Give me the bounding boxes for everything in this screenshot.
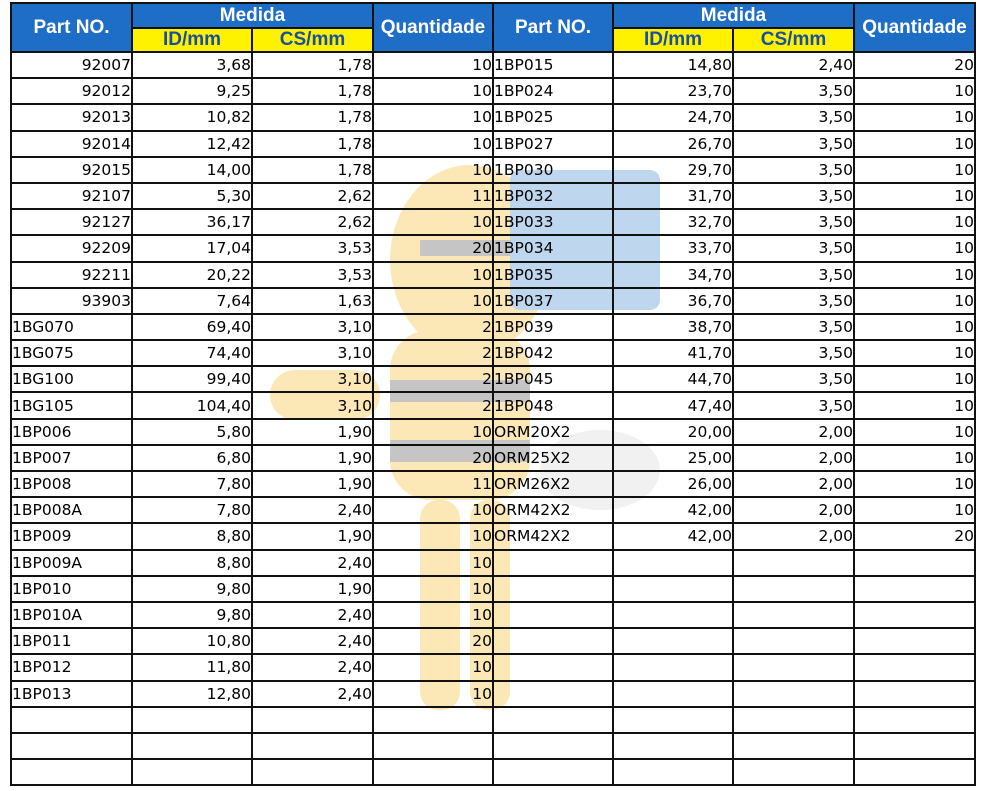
right-part-no-cell: 1BP045 xyxy=(493,366,613,392)
left-part-no-cell: 1BP006 xyxy=(11,419,132,445)
right-cs-mm-cell xyxy=(733,550,854,576)
left-quantidade-cell: 11 xyxy=(373,471,493,497)
left-cs-mm-cell: 1,78 xyxy=(252,157,373,183)
left-quantidade-cell: 10 xyxy=(373,576,493,602)
right-quantidade-cell xyxy=(854,576,975,602)
right-id-mm-cell xyxy=(613,628,733,654)
table-row xyxy=(11,314,975,340)
right-id-mm-cell: 36,70 xyxy=(613,288,733,314)
left-id-mm-cell xyxy=(132,733,252,759)
left-cs-mm-cell: 1,63 xyxy=(252,288,373,314)
left-part-no-cell: 1BP007 xyxy=(11,445,132,471)
right-part-no-cell: ORM42X2 xyxy=(493,497,613,523)
table-row xyxy=(11,576,975,602)
right-quantidade-cell: 10 xyxy=(854,104,975,130)
header-quantidade-left: Quantidade xyxy=(373,3,493,52)
left-quantidade-cell: 2 xyxy=(373,340,493,366)
left-part-no-cell: 1BP009A xyxy=(11,550,132,576)
left-id-mm-cell: 5,30 xyxy=(132,183,252,209)
left-part-no-cell: 92015 xyxy=(11,157,132,183)
left-id-mm-cell: 9,25 xyxy=(132,78,252,104)
left-part-no-cell: 1BP009 xyxy=(11,523,132,549)
left-part-no-cell: 92012 xyxy=(11,78,132,104)
table-row xyxy=(11,419,975,445)
header-id-mm-right: ID/mm xyxy=(613,28,733,52)
table-row xyxy=(11,104,975,130)
right-id-mm-cell: 44,70 xyxy=(613,366,733,392)
table-row xyxy=(11,78,975,104)
left-id-mm-cell: 69,40 xyxy=(132,314,252,340)
left-part-no-cell: 1BP013 xyxy=(11,681,132,707)
left-cs-mm-cell: 2,40 xyxy=(252,654,373,680)
right-cs-mm-cell: 3,50 xyxy=(733,183,854,209)
left-part-no-cell: 92014 xyxy=(11,131,132,157)
left-id-mm-cell: 8,80 xyxy=(132,523,252,549)
right-id-mm-cell: 20,00 xyxy=(613,419,733,445)
right-part-no-cell xyxy=(493,628,613,654)
left-cs-mm-cell: 2,62 xyxy=(252,209,373,235)
left-part-no-cell: 92013 xyxy=(11,104,132,130)
table-row xyxy=(11,602,975,628)
right-id-mm-cell xyxy=(613,733,733,759)
header-id-mm-left: ID/mm xyxy=(132,28,252,52)
left-id-mm-cell: 3,68 xyxy=(132,52,252,78)
left-cs-mm-cell xyxy=(252,733,373,759)
left-part-no-cell: 92127 xyxy=(11,209,132,235)
table-row xyxy=(11,235,975,261)
table-row xyxy=(11,157,975,183)
right-cs-mm-cell: 3,50 xyxy=(733,131,854,157)
right-part-no-cell: 1BP035 xyxy=(493,262,613,288)
left-cs-mm-cell: 1,78 xyxy=(252,104,373,130)
right-part-no-cell: ORM25X2 xyxy=(493,445,613,471)
right-cs-mm-cell: 3,50 xyxy=(733,157,854,183)
left-id-mm-cell: 20,22 xyxy=(132,262,252,288)
right-cs-mm-cell: 2,00 xyxy=(733,419,854,445)
left-cs-mm-cell: 1,78 xyxy=(252,52,373,78)
right-id-mm-cell: 31,70 xyxy=(613,183,733,209)
right-id-mm-cell xyxy=(613,550,733,576)
right-part-no-cell: 1BP039 xyxy=(493,314,613,340)
table-row xyxy=(11,366,975,392)
left-quantidade-cell: 20 xyxy=(373,445,493,471)
right-quantidade-cell xyxy=(854,628,975,654)
left-part-no-cell: 1BP008 xyxy=(11,471,132,497)
table-row xyxy=(11,183,975,209)
right-part-no-cell: 1BP037 xyxy=(493,288,613,314)
left-part-no-cell: 1BP011 xyxy=(11,628,132,654)
right-part-no-cell xyxy=(493,707,613,733)
table-row xyxy=(11,759,975,785)
left-quantidade-cell: 20 xyxy=(373,235,493,261)
right-part-no-cell: 1BP034 xyxy=(493,235,613,261)
table-row xyxy=(11,209,975,235)
left-id-mm-cell: 7,64 xyxy=(132,288,252,314)
table-row xyxy=(11,445,975,471)
left-quantidade-cell: 10 xyxy=(373,419,493,445)
right-part-no-cell: 1BP032 xyxy=(493,183,613,209)
right-id-mm-cell: 47,40 xyxy=(613,392,733,418)
table-row xyxy=(11,681,975,707)
left-part-no-cell: 1BP010A xyxy=(11,602,132,628)
right-cs-mm-cell: 2,00 xyxy=(733,497,854,523)
left-quantidade-cell xyxy=(373,707,493,733)
right-quantidade-cell: 10 xyxy=(854,78,975,104)
right-cs-mm-cell: 2,00 xyxy=(733,523,854,549)
left-id-mm-cell xyxy=(132,707,252,733)
right-quantidade-cell: 10 xyxy=(854,131,975,157)
left-quantidade-cell: 10 xyxy=(373,209,493,235)
left-id-mm-cell: 12,80 xyxy=(132,681,252,707)
left-cs-mm-cell: 2,40 xyxy=(252,628,373,654)
left-part-no-cell: 1BG075 xyxy=(11,340,132,366)
left-id-mm-cell: 99,40 xyxy=(132,366,252,392)
right-cs-mm-cell xyxy=(733,628,854,654)
right-part-no-cell: 1BP027 xyxy=(493,131,613,157)
left-cs-mm-cell xyxy=(252,759,373,785)
left-id-mm-cell: 104,40 xyxy=(132,392,252,418)
left-part-no-cell: 92107 xyxy=(11,183,132,209)
right-quantidade-cell: 10 xyxy=(854,445,975,471)
table-row xyxy=(11,131,975,157)
right-id-mm-cell: 29,70 xyxy=(613,157,733,183)
left-id-mm-cell: 36,17 xyxy=(132,209,252,235)
left-quantidade-cell: 10 xyxy=(373,602,493,628)
right-cs-mm-cell: 3,50 xyxy=(733,340,854,366)
left-cs-mm-cell: 1,78 xyxy=(252,131,373,157)
right-id-mm-cell: 26,70 xyxy=(613,131,733,157)
left-cs-mm-cell xyxy=(252,707,373,733)
header-medida-left: Medida xyxy=(132,3,373,28)
right-part-no-cell: 1BP042 xyxy=(493,340,613,366)
right-part-no-cell xyxy=(493,733,613,759)
left-part-no-cell: 92209 xyxy=(11,235,132,261)
right-id-mm-cell xyxy=(613,576,733,602)
left-cs-mm-cell: 3,53 xyxy=(252,235,373,261)
right-quantidade-cell: 20 xyxy=(854,52,975,78)
right-id-mm-cell: 25,00 xyxy=(613,445,733,471)
right-part-no-cell xyxy=(493,576,613,602)
table-row xyxy=(11,654,975,680)
right-part-no-cell: 1BP030 xyxy=(493,157,613,183)
left-id-mm-cell: 11,80 xyxy=(132,654,252,680)
left-quantidade-cell xyxy=(373,733,493,759)
left-cs-mm-cell: 1,90 xyxy=(252,576,373,602)
right-id-mm-cell: 41,70 xyxy=(613,340,733,366)
left-quantidade-cell: 10 xyxy=(373,78,493,104)
left-quantidade-cell: 10 xyxy=(373,550,493,576)
left-quantidade-cell: 10 xyxy=(373,131,493,157)
table-row xyxy=(11,733,975,759)
left-id-mm-cell: 14,00 xyxy=(132,157,252,183)
left-quantidade-cell: 2 xyxy=(373,314,493,340)
header-quantidade-right: Quantidade xyxy=(854,3,975,52)
left-id-mm-cell: 7,80 xyxy=(132,471,252,497)
left-part-no-cell xyxy=(11,759,132,785)
left-quantidade-cell xyxy=(373,759,493,785)
left-part-no-cell: 1BP010 xyxy=(11,576,132,602)
right-quantidade-cell xyxy=(854,707,975,733)
right-quantidade-cell: 10 xyxy=(854,340,975,366)
right-quantidade-cell xyxy=(854,550,975,576)
right-id-mm-cell: 42,00 xyxy=(613,523,733,549)
left-id-mm-cell xyxy=(132,759,252,785)
right-id-mm-cell: 14,80 xyxy=(613,52,733,78)
left-quantidade-cell: 10 xyxy=(373,262,493,288)
right-quantidade-cell: 10 xyxy=(854,471,975,497)
right-id-mm-cell: 32,70 xyxy=(613,209,733,235)
table-row xyxy=(11,52,975,78)
left-cs-mm-cell: 1,90 xyxy=(252,523,373,549)
table-row xyxy=(11,262,975,288)
right-quantidade-cell: 10 xyxy=(854,392,975,418)
right-cs-mm-cell: 2,00 xyxy=(733,445,854,471)
left-id-mm-cell: 10,82 xyxy=(132,104,252,130)
right-cs-mm-cell: 3,50 xyxy=(733,209,854,235)
right-quantidade-cell: 10 xyxy=(854,419,975,445)
right-cs-mm-cell xyxy=(733,654,854,680)
right-quantidade-cell: 20 xyxy=(854,523,975,549)
right-part-no-cell xyxy=(493,550,613,576)
left-cs-mm-cell: 3,10 xyxy=(252,340,373,366)
header-cs-mm-left: CS/mm xyxy=(252,28,373,52)
right-id-mm-cell xyxy=(613,681,733,707)
right-id-mm-cell xyxy=(613,707,733,733)
left-id-mm-cell: 8,80 xyxy=(132,550,252,576)
right-id-mm-cell: 42,00 xyxy=(613,497,733,523)
left-quantidade-cell: 10 xyxy=(373,497,493,523)
right-id-mm-cell: 26,00 xyxy=(613,471,733,497)
right-id-mm-cell: 34,70 xyxy=(613,262,733,288)
left-cs-mm-cell: 1,90 xyxy=(252,445,373,471)
left-quantidade-cell: 10 xyxy=(373,654,493,680)
right-cs-mm-cell xyxy=(733,707,854,733)
right-part-no-cell: 1BP024 xyxy=(493,78,613,104)
right-part-no-cell: ORM20X2 xyxy=(493,419,613,445)
right-part-no-cell: 1BP025 xyxy=(493,104,613,130)
right-cs-mm-cell xyxy=(733,759,854,785)
left-part-no-cell: 92007 xyxy=(11,52,132,78)
right-part-no-cell: 1BP015 xyxy=(493,52,613,78)
right-cs-mm-cell: 3,50 xyxy=(733,262,854,288)
left-cs-mm-cell: 3,53 xyxy=(252,262,373,288)
right-cs-mm-cell: 3,50 xyxy=(733,314,854,340)
right-id-mm-cell xyxy=(613,654,733,680)
left-cs-mm-cell: 2,62 xyxy=(252,183,373,209)
left-part-no-cell: 93903 xyxy=(11,288,132,314)
right-part-no-cell: 1BP033 xyxy=(493,209,613,235)
table-row xyxy=(11,471,975,497)
right-cs-mm-cell: 3,50 xyxy=(733,78,854,104)
right-part-no-cell: ORM42X2 xyxy=(493,523,613,549)
header-medida-right: Medida xyxy=(613,3,854,28)
left-quantidade-cell: 10 xyxy=(373,157,493,183)
left-quantidade-cell: 10 xyxy=(373,681,493,707)
right-quantidade-cell xyxy=(854,733,975,759)
left-cs-mm-cell: 2,40 xyxy=(252,497,373,523)
left-id-mm-cell: 6,80 xyxy=(132,445,252,471)
right-quantidade-cell xyxy=(854,602,975,628)
table-row xyxy=(11,340,975,366)
right-quantidade-cell xyxy=(854,759,975,785)
left-cs-mm-cell: 3,10 xyxy=(252,366,373,392)
left-cs-mm-cell: 1,90 xyxy=(252,419,373,445)
right-quantidade-cell xyxy=(854,681,975,707)
left-id-mm-cell: 17,04 xyxy=(132,235,252,261)
right-quantidade-cell: 10 xyxy=(854,314,975,340)
right-quantidade-cell: 10 xyxy=(854,366,975,392)
right-cs-mm-cell: 3,50 xyxy=(733,392,854,418)
right-cs-mm-cell: 3,50 xyxy=(733,366,854,392)
left-quantidade-cell: 2 xyxy=(373,392,493,418)
left-id-mm-cell: 9,80 xyxy=(132,602,252,628)
right-id-mm-cell: 38,70 xyxy=(613,314,733,340)
right-cs-mm-cell: 3,50 xyxy=(733,104,854,130)
right-id-mm-cell: 33,70 xyxy=(613,235,733,261)
left-id-mm-cell: 9,80 xyxy=(132,576,252,602)
table-row xyxy=(11,628,975,654)
right-cs-mm-cell: 2,00 xyxy=(733,471,854,497)
left-quantidade-cell: 2 xyxy=(373,366,493,392)
header-part-no-right: Part NO. xyxy=(493,3,613,52)
left-part-no-cell: 92211 xyxy=(11,262,132,288)
left-quantidade-cell: 10 xyxy=(373,288,493,314)
left-cs-mm-cell: 1,90 xyxy=(252,471,373,497)
right-cs-mm-cell xyxy=(733,733,854,759)
left-id-mm-cell: 5,80 xyxy=(132,419,252,445)
right-quantidade-cell: 10 xyxy=(854,235,975,261)
left-id-mm-cell: 10,80 xyxy=(132,628,252,654)
right-id-mm-cell: 24,70 xyxy=(613,104,733,130)
right-id-mm-cell: 23,70 xyxy=(613,78,733,104)
parts-table xyxy=(10,2,976,786)
left-part-no-cell: 1BG105 xyxy=(11,392,132,418)
table-row xyxy=(11,523,975,549)
left-part-no-cell: 1BP012 xyxy=(11,654,132,680)
right-cs-mm-cell: 3,50 xyxy=(733,235,854,261)
table-row xyxy=(11,707,975,733)
table-row xyxy=(11,497,975,523)
table-row xyxy=(11,392,975,418)
right-cs-mm-cell xyxy=(733,576,854,602)
right-part-no-cell xyxy=(493,681,613,707)
left-cs-mm-cell: 3,10 xyxy=(252,392,373,418)
left-quantidade-cell: 10 xyxy=(373,523,493,549)
header-cs-mm-right: CS/mm xyxy=(733,28,854,52)
right-cs-mm-cell: 2,40 xyxy=(733,52,854,78)
left-part-no-cell: 1BP008A xyxy=(11,497,132,523)
right-part-no-cell: ORM26X2 xyxy=(493,471,613,497)
right-quantidade-cell: 10 xyxy=(854,497,975,523)
left-part-no-cell xyxy=(11,707,132,733)
right-quantidade-cell: 10 xyxy=(854,157,975,183)
left-cs-mm-cell: 1,78 xyxy=(252,78,373,104)
left-quantidade-cell: 20 xyxy=(373,628,493,654)
right-cs-mm-cell xyxy=(733,602,854,628)
right-cs-mm-cell: 3,50 xyxy=(733,288,854,314)
left-quantidade-cell: 11 xyxy=(373,183,493,209)
right-quantidade-cell: 10 xyxy=(854,183,975,209)
right-id-mm-cell xyxy=(613,759,733,785)
right-part-no-cell xyxy=(493,602,613,628)
left-cs-mm-cell: 2,40 xyxy=(252,550,373,576)
header-part-no-left: Part NO. xyxy=(11,3,132,52)
left-cs-mm-cell: 2,40 xyxy=(252,681,373,707)
left-part-no-cell xyxy=(11,733,132,759)
right-quantidade-cell: 10 xyxy=(854,288,975,314)
table-row xyxy=(11,288,975,314)
parts-table-body xyxy=(11,52,975,785)
left-id-mm-cell: 7,80 xyxy=(132,497,252,523)
right-part-no-cell xyxy=(493,654,613,680)
left-part-no-cell: 1BG100 xyxy=(11,366,132,392)
left-part-no-cell: 1BG070 xyxy=(11,314,132,340)
right-part-no-cell: 1BP048 xyxy=(493,392,613,418)
right-part-no-cell xyxy=(493,759,613,785)
right-id-mm-cell xyxy=(613,602,733,628)
left-cs-mm-cell: 3,10 xyxy=(252,314,373,340)
right-quantidade-cell: 10 xyxy=(854,262,975,288)
left-cs-mm-cell: 2,40 xyxy=(252,602,373,628)
left-id-mm-cell: 74,40 xyxy=(132,340,252,366)
table-row xyxy=(11,550,975,576)
left-quantidade-cell: 10 xyxy=(373,104,493,130)
left-quantidade-cell: 10 xyxy=(373,52,493,78)
left-id-mm-cell: 12,42 xyxy=(132,131,252,157)
right-cs-mm-cell xyxy=(733,681,854,707)
right-quantidade-cell: 10 xyxy=(854,209,975,235)
right-quantidade-cell xyxy=(854,654,975,680)
